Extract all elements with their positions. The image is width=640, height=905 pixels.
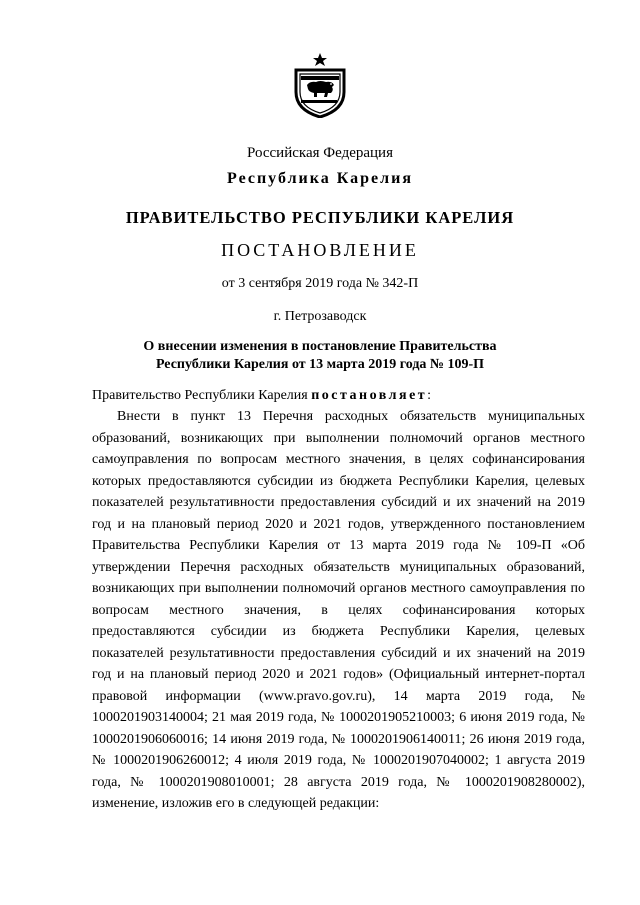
main-paragraph: Внести в пункт 13 Перечня расходных обязательств муниципальных образований, возникающих при выполнении полномочий органов местного самоуправления по вопросам местного значения, в целях софинансирования которых предоставляются субсидии из бюджета Республики Карелия, целевых показателей результативности предоставления субсидий и их значений на 2019 год и на плановый период 2020 и 2021 годов, утвержденного постановлением Правительства Республики Карелия от 13 марта 2019 года № 109-П «Об утверждении Перечня расходных обязательств муниципальных образований, возникающих при выполнении полномочий органов местного самоуправления по вопросам местного значения, в целях софинансирования которых предоставляются субсидии из бюджета Республики Карелия, целевых показателей результативности предоставления субсидий и их значений на 2019 год и на плановый период 2020 и 2021 годов» (Официальный интернет-портал правовой информации (www.pravo.gov.ru), 14 марта 2019 года, № 1000201903140004; 21 мая 2019 года, № 1000201905210003; 6 июня 2019 года, № 1000201906060016; 14 июня 2019 года, № 1000201906140011; 26 июня 2019 года, № 1000201906260012; 4 июля 2019 года, № 1000201907040002; 1 августа 2019 года, № 1000201908010001; 28 августа 2019 года, № 1000201908280002), изменение, изложив его в следующей редакции: xyxy=(92,409,585,811)
intro-line xyxy=(92,385,585,407)
subject-line-1: О внесении изменения в постановление Правительства xyxy=(143,339,497,354)
subject-line-2: Республики Карелия от 13 марта 2019 года № 109-П xyxy=(155,357,485,372)
intro-decree-word: постановляет xyxy=(311,388,428,403)
intro-suffix: : xyxy=(427,388,432,403)
document-subject xyxy=(0,338,640,374)
karelia-coat-of-arms-icon xyxy=(290,52,350,118)
intro-prefix: Правительство Республики Карелия xyxy=(92,388,312,403)
republic-name: Республика Карелия xyxy=(227,170,413,187)
document-type: ПОСТАНОВЛЕНИЕ xyxy=(221,240,419,260)
city-name: г. Петрозаводск xyxy=(273,309,367,324)
country-name: Российская Федерация xyxy=(247,145,393,161)
government-title: ПРАВИТЕЛЬСТВО РЕСПУБЛИКИ КАРЕЛИЯ xyxy=(125,208,515,227)
date-and-number: от 3 сентября 2019 года № 342-П xyxy=(221,276,419,291)
